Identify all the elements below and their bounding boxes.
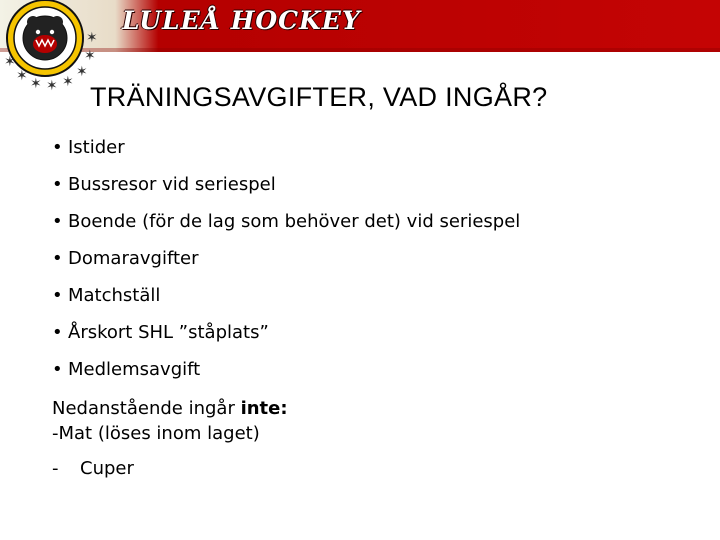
list-item — [52, 281, 520, 318]
slide-title: TRÄNINGSAVGIFTER, VAD INGÅR? — [90, 82, 548, 112]
list-item-text: Boende (för de lag som behöver det) vid seriespel — [68, 211, 521, 232]
list-item-text: Medlemsavgift — [68, 359, 201, 380]
excluded-item — [52, 458, 134, 479]
bullet-icon: • — [52, 285, 63, 306]
bullet-icon: • — [52, 359, 63, 380]
svg-text:✶: ✶ — [62, 74, 74, 90]
excluded-item-text: Mat (löses inom laget) — [58, 423, 260, 444]
excluded-item — [52, 421, 288, 446]
list-item — [52, 170, 520, 207]
dash-icon: - — [52, 458, 59, 479]
included-list — [52, 133, 520, 392]
excluded-heading — [52, 396, 288, 421]
svg-text:✶: ✶ — [30, 76, 42, 92]
bullet-icon: • — [52, 322, 63, 343]
excluded-heading-emphasis: inte: — [240, 398, 288, 419]
list-item — [52, 318, 520, 355]
svg-text:✶: ✶ — [84, 48, 96, 64]
svg-text:✶: ✶ — [16, 68, 28, 84]
list-item-text: Matchställ — [68, 285, 161, 306]
list-item-text: Bussresor vid seriespel — [68, 174, 276, 195]
excluded-item-text: Cuper — [80, 458, 134, 479]
svg-text:✶: ✶ — [86, 30, 98, 46]
bullet-icon: • — [52, 137, 63, 158]
svg-text:✶: ✶ — [4, 54, 16, 70]
excluded-heading-text: Nedanstående ingår — [52, 398, 241, 419]
list-item — [52, 244, 520, 281]
list-item-text: Istider — [68, 137, 125, 158]
header-banner — [0, 0, 720, 52]
excluded-note — [52, 396, 288, 446]
bullet-icon: • — [52, 174, 63, 195]
list-item — [52, 133, 520, 170]
svg-text:✶: ✶ — [46, 78, 58, 94]
bullet-icon: • — [52, 248, 63, 269]
bullet-icon: • — [52, 211, 63, 232]
svg-text:✶: ✶ — [76, 64, 88, 80]
list-item-text: Årskort SHL ”ståplats” — [68, 322, 269, 343]
list-item-text: Domaravgifter — [68, 248, 199, 269]
list-item — [52, 355, 520, 392]
dash-icon: - — [52, 423, 59, 444]
brand-wordmark: LULEÅ HOCKEY — [122, 6, 361, 35]
list-item — [52, 207, 520, 244]
